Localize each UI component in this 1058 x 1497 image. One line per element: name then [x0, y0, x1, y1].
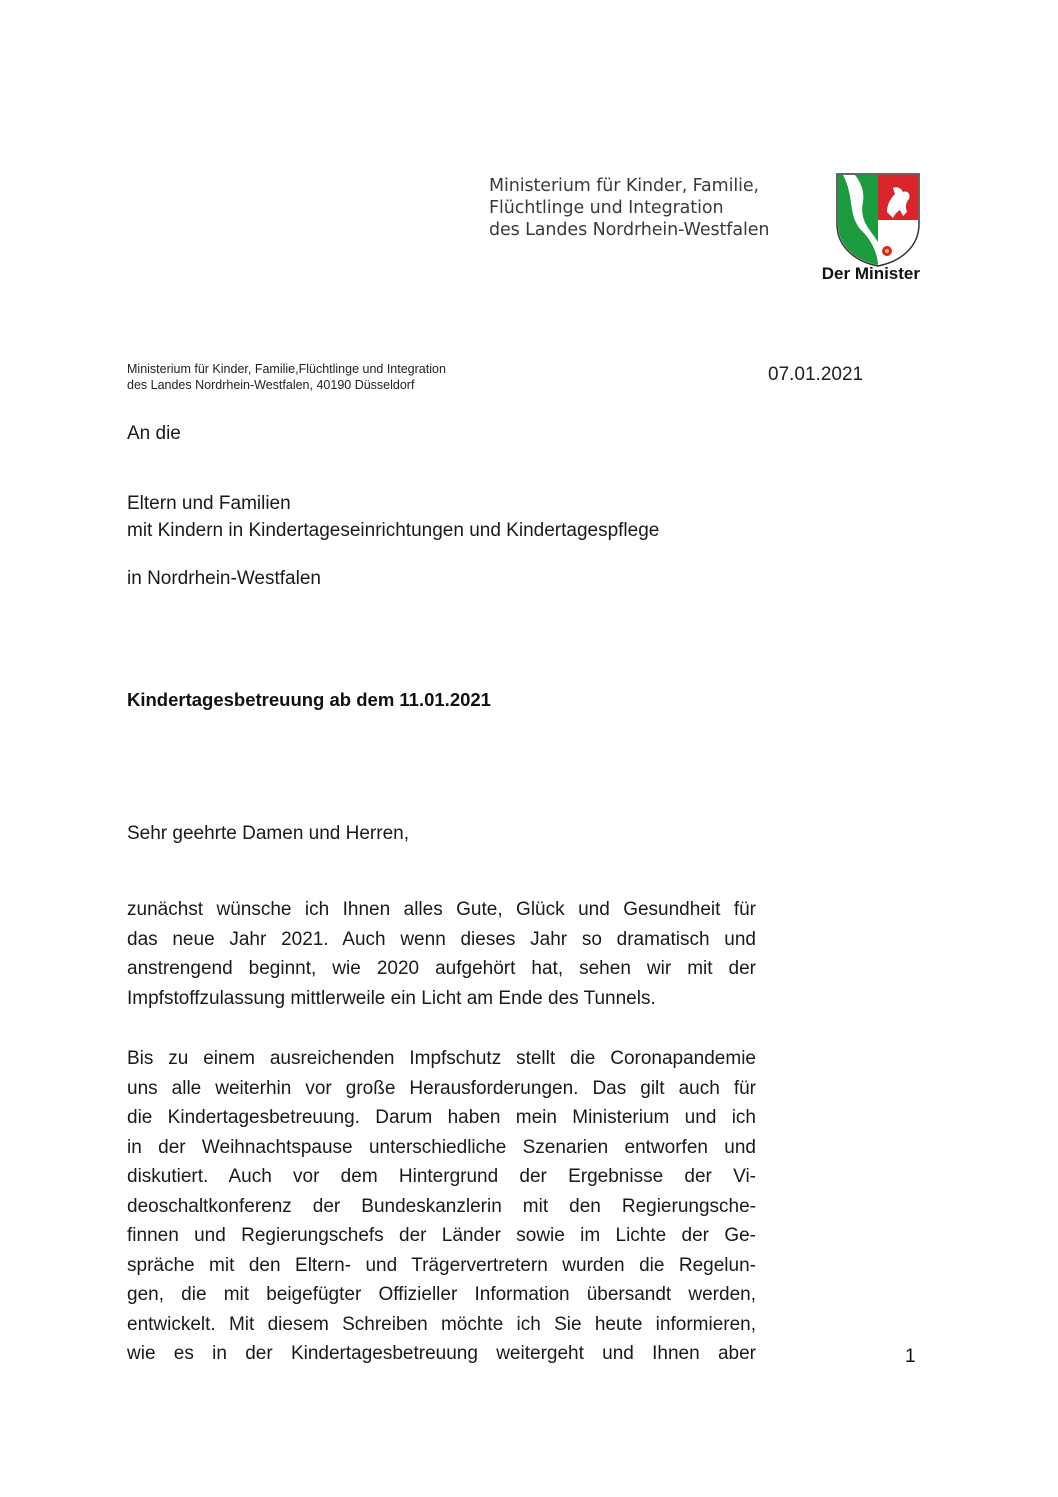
- nrw-coat-of-arms-icon: [835, 172, 921, 268]
- ministry-name-line: des Landes Nordrhein-Westfalen: [489, 220, 770, 240]
- paragraph-line: uns alle weiterhin vor große Herausforderungen. Das gilt auch für: [127, 1077, 756, 1099]
- paragraph-line: Impfstoffzulassung mittlerweile ein Licht am Ende des Tunnels.: [127, 987, 656, 1009]
- sender-line: Ministerium für Kinder, Familie,Flüchtlinge und Integration: [127, 362, 446, 376]
- sender-address: [127, 361, 446, 393]
- body-paragraph-2: [127, 1044, 756, 1369]
- paragraph-line: zunächst wünsche ich Ihnen alles Gute, Glück und Gesundheit für: [127, 899, 756, 920]
- paragraph-line: deoschaltkonferenz der Bundeskanzlerin mit den Regierungsche-: [127, 1195, 756, 1217]
- recipient-line: mit Kindern in Kindertageseinrichtungen und Kindertagespflege: [127, 520, 660, 541]
- paragraph-line: anstrengend beginnt, wie 2020 aufgehört hat, sehen wir mit der: [127, 958, 756, 979]
- paragraph-line: finnen und Regierungschefs der Länder sowie im Lichte der Ge-: [127, 1225, 756, 1246]
- paragraph-line: gen, die mit beigefügter Offizieller Information übersandt werden,: [127, 1284, 756, 1305]
- ministry-name: [489, 175, 819, 241]
- minister-title: Der Minister: [821, 264, 920, 283]
- paragraph-line: Bis zu einem ausreichenden Impfschutz stellt die Coronapandemie: [127, 1048, 756, 1069]
- paragraph-line: in der Weihnachtspause unterschiedliche Szenarien entworfen und: [127, 1136, 756, 1158]
- recipient-line: Eltern und Familien: [127, 493, 291, 514]
- paragraph-line: diskutiert. Auch vor dem Hintergrund der Ergebnisse der Vi-: [127, 1166, 756, 1187]
- recipient-an-die: An die: [127, 423, 181, 444]
- recipient-block: [127, 490, 659, 544]
- paragraph-line: entwickelt. Mit diesem Schreiben möchte ich Sie heute informieren,: [127, 1313, 756, 1335]
- sender-line: des Landes Nordrhein-Westfalen, 40190 Düsseldorf: [127, 378, 415, 392]
- letter-date: 07.01.2021: [768, 364, 864, 385]
- page-number: 1: [905, 1346, 916, 1367]
- body-paragraph-1: [127, 895, 756, 1013]
- paragraph-line: das neue Jahr 2021. Auch wenn dieses Jahr so dramatisch und: [127, 928, 756, 950]
- paragraph-line: wie es in der Kindertagesbetreuung weitergeht und Ihnen aber: [127, 1343, 756, 1364]
- letter-subject: Kindertagesbetreuung ab dem 11.01.2021: [127, 689, 491, 710]
- ministry-name-line: Flüchtlinge und Integration: [489, 198, 724, 218]
- paragraph-line: spräche mit den Eltern- und Trägervertretern wurden die Regelun-: [127, 1254, 756, 1276]
- ministry-name-line: Ministerium für Kinder, Familie,: [489, 176, 759, 196]
- salutation: Sehr geehrte Damen und Herren,: [127, 823, 409, 844]
- recipient-region: in Nordrhein-Westfalen: [127, 568, 321, 589]
- paragraph-line: die Kindertagesbetreuung. Darum haben mein Ministerium und ich: [127, 1107, 756, 1128]
